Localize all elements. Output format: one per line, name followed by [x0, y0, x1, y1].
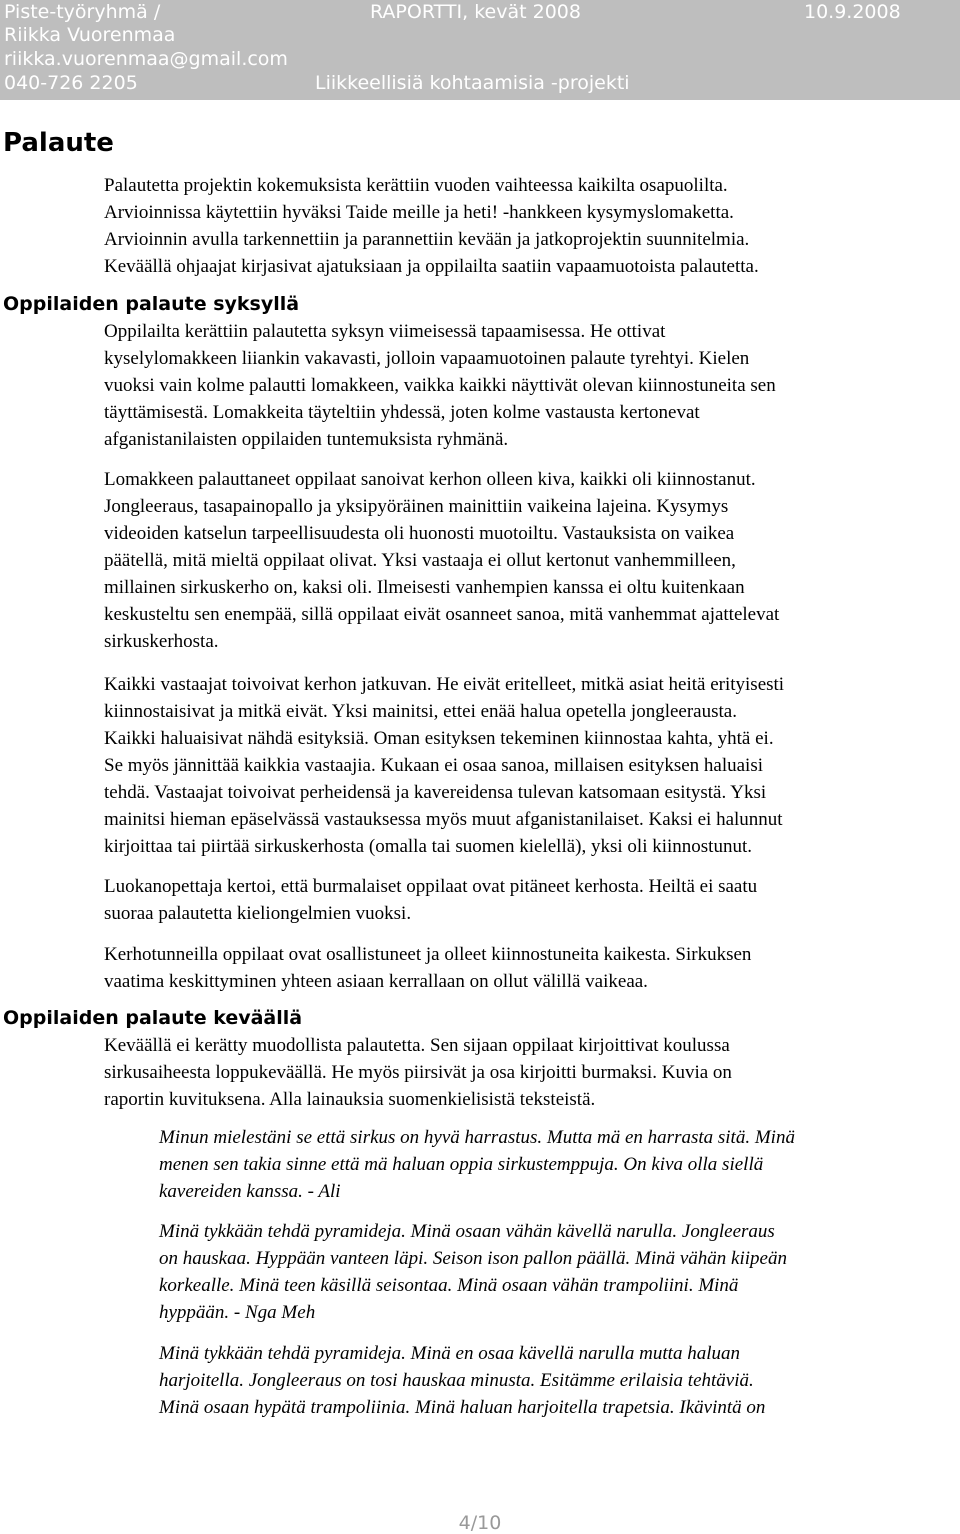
text-line: sirkuskerhosta.	[104, 631, 219, 652]
text-line: Luokanopettaja kertoi, että burmalaiset oppilaat ovat pitäneet kerhosta. Heiltä ei saatu	[104, 876, 758, 897]
quote-line: hyppään. - Nga Meh	[159, 1302, 316, 1323]
quote-line: Minä tykkään tehdä pyramideja. Minä osaan vähän kävellä narulla. Jongleeraus	[159, 1221, 775, 1242]
quote-line: on hauskaa. Hyppään vanteen läpi. Seison ison pallon päällä. Minä vähän kiipeän	[159, 1248, 787, 1269]
header-email[interactable]: riikka.vuorenmaa@gmail.com	[4, 48, 288, 70]
page-title: Palaute	[3, 128, 114, 158]
header-report-title: RAPORTTI, kevät 2008	[370, 1, 581, 23]
text-line: Se myös jännittää kaikkia vastaajia. Kukaan ei osaa sanoa, millaisen esityksen haluaisi	[104, 755, 764, 776]
text-line: sirkusaiheesta loppukeväällä. He myös piirsivät ja osa kirjoitti burmaksi. Kuvia on	[104, 1062, 732, 1083]
text-line: suoraa palautetta kieliongelmien vuoksi.	[104, 903, 412, 924]
header-author: Riikka Vuorenmaa	[4, 24, 176, 46]
quote-third	[159, 1340, 960, 1421]
spring-paragraph-1	[104, 1032, 960, 1113]
text-line: kirjoittaa tai piirtää sirkuskerhosta (omalla tai suomen kielellä), yksi oli kiinnostunut.	[104, 836, 752, 857]
header-phone: 040-726 2205	[4, 72, 138, 94]
quote-line: kavereiden kanssa. - Ali	[159, 1181, 341, 1202]
text-line: Jongleeraus, tasapainopallo ja yksipyöräinen mainittiin vaikeina lajeina. Kysymys	[104, 496, 729, 517]
text-line: vaatima keskittyminen yhteen asiaan kerrallaan on ollut välillä vaikeaa.	[104, 971, 648, 992]
page-header	[0, 0, 960, 100]
quote-line: Minä osaan hypätä trampoliinia. Minä haluan harjoitella trapetsia. Ikävintä on	[159, 1397, 766, 1418]
autumn-paragraph-2	[104, 466, 960, 655]
text-line: Kaikki haluaisivat nähdä esityksiä. Oman esityksen tekeminen kiinnostaa kahta, yhtä ei.	[104, 728, 774, 749]
text-line: mainitsi hieman epäselvässä vastauksessa myös muut afganistanilaiset. Kaksi ei halunnut	[104, 809, 783, 830]
text-line: kiinnostaisivat ja mitkä eivät. Yksi mainitsi, ettei enää halua opetella jongleerausta.	[104, 701, 737, 722]
quote-line: menen sen takia sinne että mä haluan oppia sirkustemppuja. On kiva olla siellä	[159, 1154, 764, 1175]
intro-paragraph	[104, 172, 960, 280]
autumn-paragraph-3	[104, 671, 960, 860]
quote-nga-meh	[159, 1218, 960, 1326]
quote-ali	[159, 1124, 960, 1205]
text-line: tehdä. Vastaajat toivoivat perheidensä ja kavereidensa tulevan katsomaan esitystä. Yksi	[104, 782, 767, 803]
text-line: Palautetta projektin kokemuksista kerättiin vuoden vaihteessa kaikilta osapuolilta.	[104, 175, 728, 196]
text-line: Arvioinnin avulla tarkennettiin ja parannettiin kevään ja jatkoprojektin suunnitelmia.	[104, 229, 750, 250]
text-line: Oppilailta kerättiin palautetta syksyn viimeisessä tapaamisessa. He ottivat	[104, 321, 666, 342]
autumn-paragraph-1	[104, 318, 960, 453]
text-line: päätellä, mitä mieltä oppilaat olivat. Yksi vastaaja ei ollut kertonut vanhemmilleen,	[104, 550, 736, 571]
text-line: millainen sirkuskerho on, kaksi oli. Ilmeisesti vanhempien kanssa ei oltu kuitenkaan	[104, 577, 745, 598]
text-line: Keväällä ohjaajat kirjasivat ajatuksiaan ja oppilailta saatiin vapaamuotoista palautetta.	[104, 256, 759, 277]
text-line: Keväällä ei kerätty muodollista palautetta. Sen sijaan oppilaat kirjoittivat koulussa	[104, 1035, 730, 1056]
header-group: Piste-työryhmä /	[4, 1, 161, 23]
section-heading-autumn: Oppilaiden palaute syksyllä	[3, 293, 300, 315]
text-line: raportin kuvituksena. Alla lainauksia suomenkielisistä teksteistä.	[104, 1089, 596, 1110]
text-line: videoiden katselun tarpeellisuudesta oli huonosti muotoiltu. Vastauksista on vaikea	[104, 523, 735, 544]
text-line: keskusteltu sen enempää, sillä oppilaat eivät osanneet sanoa, mitä vanhemmat ajattelevat	[104, 604, 780, 625]
header-date: 10.9.2008	[804, 1, 901, 23]
autumn-paragraph-4	[104, 873, 960, 927]
text-line: vuoksi vain kolme palautti lomakkeen, vaikka kaikki näyttivät olevan kiinnostuneita sen	[104, 375, 776, 396]
autumn-paragraph-5	[104, 941, 960, 995]
quote-line: Minun mielestäni se että sirkus on hyvä harrastus. Mutta mä en harrasta sitä. Minä	[159, 1127, 795, 1148]
quote-line: Minä tykkään tehdä pyramideja. Minä en osaa kävellä narulla mutta haluan	[159, 1343, 740, 1364]
header-project: Liikkeellisiä kohtaamisia -projekti	[315, 72, 630, 94]
text-line: täyttämisestä. Lomakkeita täyteltiin yhdessä, joten kolme vastausta kertonevat	[104, 402, 700, 423]
text-line: Kaikki vastaajat toivoivat kerhon jatkuvan. He eivät eritelleet, mitkä asiat heitä erityisesti	[104, 674, 785, 695]
section-heading-spring: Oppilaiden palaute keväällä	[3, 1007, 303, 1029]
quote-line: harjoitella. Jongleeraus on tosi hauskaa minusta. Esitämme erilaisia tehtäviä.	[159, 1370, 754, 1391]
page-number: 4/10	[458, 1512, 502, 1534]
text-line: Arvioinnissa käytettiin hyväksi Taide meille ja heti! -hankkeen kysymyslomaketta.	[104, 202, 734, 223]
quote-line: korkealle. Minä teen käsillä seisontaa. Minä osaan vähän trampoliini. Minä	[159, 1275, 739, 1296]
text-line: Kerhotunneilla oppilaat ovat osallistuneet ja olleet kiinnostuneita kaikesta. Sirkuksen	[104, 944, 752, 965]
text-line: kyselylomakkeen liiankin vakavasti, jolloin vapaamuotoinen palaute tyrehtyi. Kielen	[104, 348, 750, 369]
text-line: afganistanilaisten oppilaiden tuntemuksista ryhmänä.	[104, 429, 509, 450]
text-line: Lomakkeen palauttaneet oppilaat sanoivat kerhon olleen kiva, kaikki oli kiinnostanut.	[104, 469, 756, 490]
